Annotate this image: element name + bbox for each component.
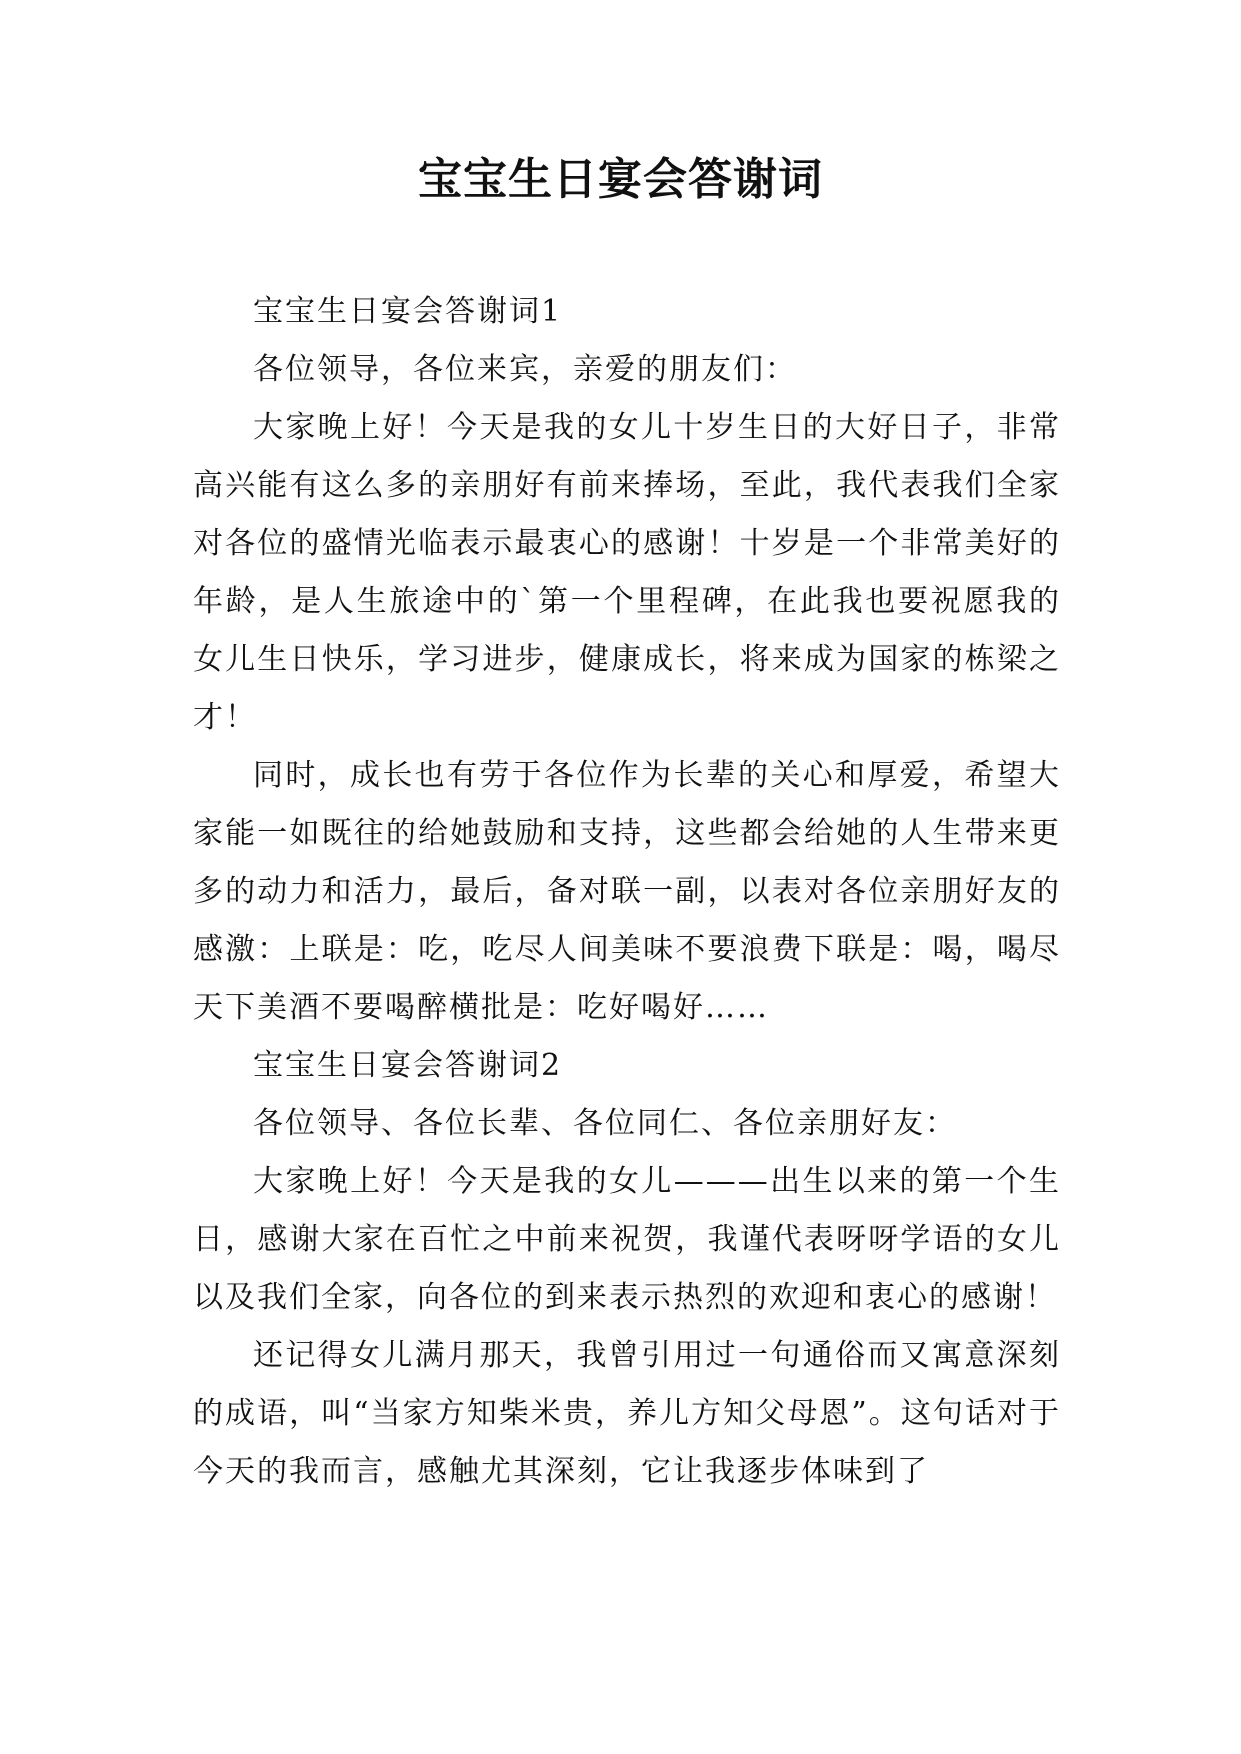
salutation-1: 各位领导，各位来宾，亲爱的朋友们：: [253, 352, 797, 387]
section-heading-1: 宝宝生日宴会答谢词1: [253, 294, 563, 329]
section-heading-2: 宝宝生日宴会答谢词2: [253, 1048, 563, 1083]
body-paragraph: 大家晚上好！今天是我的女儿十岁生日的大好日子，非常高兴能有这么多的亲朋好有前来捧场，至此，我代表我们全家对各位的盛情光临表示最衷心的感谢！十岁是一个非常美好的年龄，是人生旅途中的`第一个里程碑，在此我也要祝愿我的女儿生日快乐，学习进步，健康成长，将来成为国家的栋梁之才！: [193, 410, 1061, 735]
document-body: [193, 283, 1061, 1501]
document-title: 宝宝生日宴会答谢词: [418, 154, 823, 205]
body-paragraph: 还记得女儿满月那天，我曾引用过一句通俗而又寓意深刻的成语，叫“当家方知柴米贵，养儿方知父母恩”。这句话对于今天的我而言，感触尤其深刻，它让我逐步体味到了: [193, 1338, 1061, 1489]
body-paragraph: 同时，成长也有劳于各位作为长辈的关心和厚爱，希望大家能一如既往的给她鼓励和支持，这些都会给她的人生带来更多的动力和活力，最后，备对联一副，以表对各位亲朋好友的感激：上联是：吃，吃尽人间美味不要浪费下联是：喝，喝尽天下美酒不要喝醉横批是：吃好喝好……: [193, 758, 1061, 1025]
salutation-2: 各位领导、各位长辈、各位同仁、各位亲朋好友：: [253, 1106, 957, 1141]
body-paragraph: 大家晚上好！今天是我的女儿———出生以来的第一个生日，感谢大家在百忙之中前来祝贺，我谨代表呀呀学语的女儿以及我们全家，向各位的到来表示热烈的欢迎和衷心的感谢！: [193, 1164, 1061, 1315]
